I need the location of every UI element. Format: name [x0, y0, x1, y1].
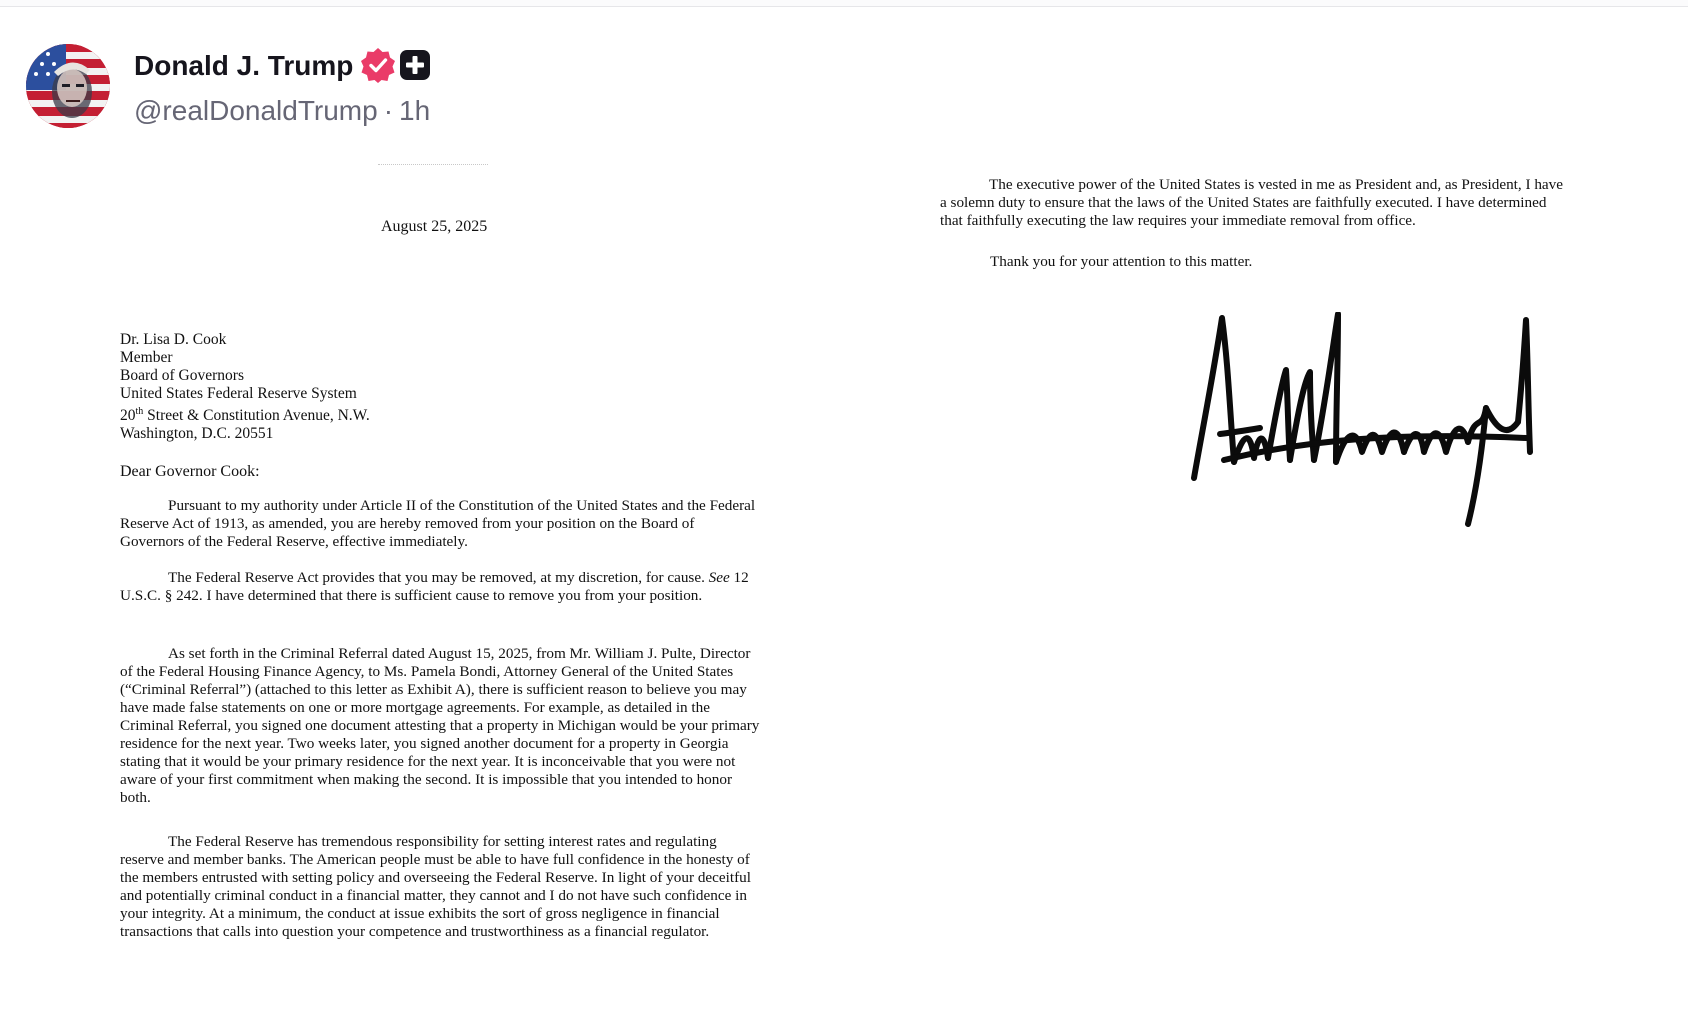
closing-line: Thank you for your attention to this matter. [990, 253, 1253, 270]
handle[interactable]: @realDonaldTrump [134, 95, 378, 126]
paragraph-responsibility: The Federal Reserve has tremendous responsibility for setting interest rates and regulating reserve and member banks. The American people must be able to have full confidence in the honesty of the members entrusted with setting policy and overseeing the Federal Reserve. In light of your deceitful and potentially criminal conduct in a financial matter, they cannot and I do not have such confidence in your integrity. At a minimum, the conduct at issue exhibits the sort of gross negligence in financial transactions that calls into question your competence and trustworthiness as a financial regulator. [120, 833, 751, 940]
paragraph-executive-power: The executive power of the United States is vested in me as President and, as President, I have a solemn duty to ensure that the laws of the United States are faithfully executed. I have determined that faithfully executing the law requires your immediate removal from office. [940, 176, 1564, 229]
verified-badge-icon [360, 47, 396, 83]
paragraph-cause-rest: 12 U.S.C. § 242. I have determined that there is sufficient cause to remove you from your position. [120, 569, 749, 604]
street-number-suffix: th [135, 406, 144, 417]
paragraph-cause [120, 569, 760, 605]
paragraph-criminal-referral: As set forth in the Criminal Referral dated August 15, 2025, from Mr. William J. Pulte, Director of the Federal Housing Finance Agency, to Ms. Pamela Bondi, Attorney General of the United States (“Criminal Referral”) (attached to this letter as Exhibit A), there is sufficient reason to believe you may have made false statements on one or more mortgage agreements. For example, as detailed in the Criminal Referral, you signed one document attesting that a property in Michigan would be your primary residence for the next year. Two weeks later, you signed another document for a property in Georgia stating that it would be your primary residence for the next year. It is inconceivable that you were not aware of your first commitment when making the second. It is impossible that you intended to honor both. [120, 645, 760, 806]
letter-page-1[interactable] [118, 150, 758, 970]
timestamp[interactable]: 1h [399, 95, 431, 126]
plus-badge-icon [400, 50, 430, 80]
separator: · [383, 95, 394, 126]
paragraph-removal: Pursuant to my authority under Article II of the Constitution of the United States and the Federal Reserve Act of 1913, as amended, you are hereby removed from your position on the Board of Governors of the Federal Reserve, effective immediately. [120, 497, 756, 550]
avatar-image [26, 44, 110, 128]
address-line: Washington, D.C. 20551 [120, 425, 274, 443]
address-line: Board of Governors [120, 367, 244, 384]
paragraph-cause-intro: The Federal Reserve Act provides that you may be removed, at my discretion, for cause. [168, 569, 705, 586]
see-citation: See [708, 569, 730, 586]
address-line: United States Federal Reserve System [120, 385, 357, 402]
address-line: Member [120, 349, 173, 366]
top-divider [0, 0, 1688, 7]
signature-image [1186, 312, 1570, 552]
avatar[interactable] [26, 44, 110, 128]
address-line: Dr. Lisa D. Cook [120, 331, 227, 348]
address-line [120, 403, 370, 425]
street-name: Street & Constitution Avenue, N.W. [147, 407, 370, 425]
letter-date: August 25, 2025 [381, 218, 488, 235]
handle-line [134, 92, 430, 130]
display-name[interactable]: Donald J. Trump [134, 50, 354, 81]
salutation: Dear Governor Cook: [120, 463, 260, 480]
recipient-address [120, 331, 370, 443]
street-number: 20 [120, 407, 136, 425]
letterhead-trace [378, 164, 488, 167]
